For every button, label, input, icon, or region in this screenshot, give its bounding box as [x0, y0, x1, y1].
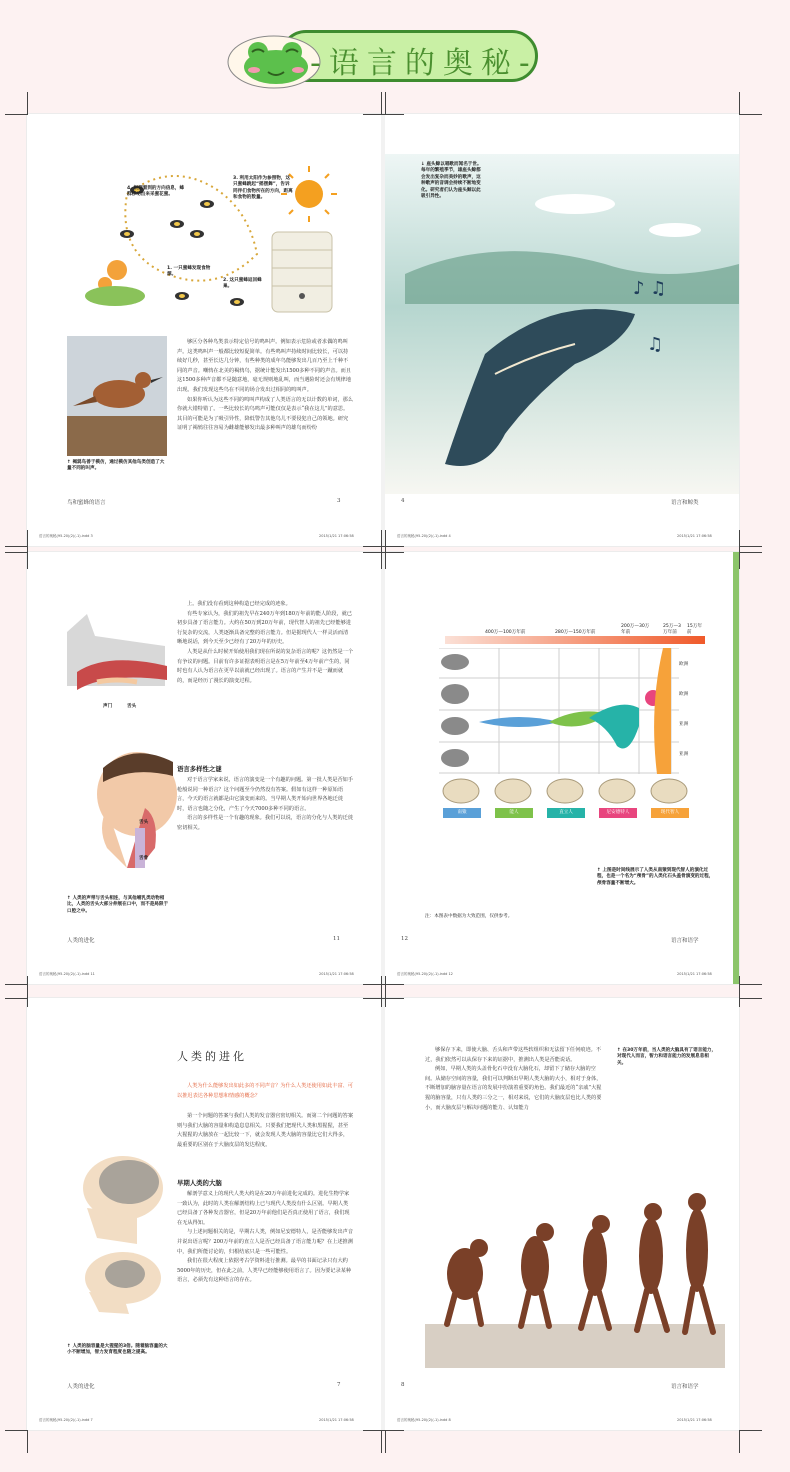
page-8: [385, 998, 739, 1430]
page-number: 8: [401, 1382, 405, 1388]
crop-mark: [739, 976, 762, 999]
body-text: 第一个问题的答案与我们人类的发音器官密切相关。而第二个问题的答案则与我们大脑的容量和构造息息相关。只要我们把现代人类和黑猩猩，甚至大猩猩的大脑放在一起比较一下，就会发现人类大脑的容量比它们大得多，最重要的区别在于大脑皮层的发达程度。: [177, 1113, 354, 1148]
crop-mark: [363, 92, 386, 115]
region-label-3: 亚洲: [679, 722, 689, 727]
page-11: [27, 552, 381, 984]
label-glottis: 声门: [103, 704, 113, 709]
human-head-section-diagram: [67, 748, 177, 868]
running-footer: 语言和鲸类: [671, 500, 699, 506]
label-tongue-2: 舌头: [139, 820, 149, 825]
brain-comparison-illustration: [67, 1148, 167, 1328]
crop-mark: [5, 530, 28, 553]
frog-icon: [224, 22, 324, 90]
bee-label-2: 2. 这只蜜蜂返回蜂巢。: [223, 278, 262, 290]
chart-note: 注：本图表中数据为大致范围，仅供参考。: [425, 914, 513, 919]
crop-mark: [739, 530, 762, 553]
page-number: 3: [337, 498, 341, 504]
species-label: 直立人: [547, 808, 585, 818]
crop-mark: [363, 976, 386, 999]
print-date: 2015/1/21 17:06:58: [677, 1418, 712, 1422]
bee-label-4: 4. 根据看到的方向信息，蜂群移动出来采蜜花蜜。: [127, 186, 185, 198]
page-number: 12: [401, 936, 408, 942]
bee-dance-diagram: [67, 164, 347, 314]
timeline-label-3: 200万—30万年前: [621, 624, 650, 636]
brain-caption: ↑ 人类的脑容量是大猩猩的3倍。随着脑容量的大小不断增加，智力发育程度也随之提高。: [67, 1344, 168, 1356]
svg-text:♫: ♫: [647, 334, 664, 355]
species-label: 南猿: [443, 808, 481, 818]
print-meta: 语言的奥秘(95-20)(2)(-1).indd 11: [39, 972, 95, 976]
running-footer: 人类的进化: [67, 938, 95, 944]
crop-mark: [739, 1430, 762, 1453]
page-3: [27, 114, 381, 546]
page-number: 7: [337, 1382, 341, 1388]
animal-throat-diagram: [67, 612, 167, 702]
human-evolution-illustration: [425, 1174, 725, 1368]
timeline-label-2: 280万—150万年前: [555, 630, 596, 635]
running-footer: 鸟和蜜蜂的语言: [67, 500, 106, 506]
region-label-2: 欧洲: [679, 692, 689, 697]
print-date: 2015/1/21 17:06:58: [319, 1418, 354, 1422]
running-footer: 人类的进化: [67, 1384, 95, 1390]
intro-question: 人类为什么能够发出如此多的不同声音？为什么人类还使用如此丰富、可以推迟表达各种思想和情感的概念？: [177, 1083, 354, 1099]
page-number: 11: [333, 936, 340, 942]
body-text: 上。我们没有看到这种构造已经完成的迹象。 有些专家认为，我们的祖先早在240万年到180万年前的能人阶段，就已初步具备了语言能力。大约在50万到20万年前，现代智人的祖先已经能够进行复杂的交流，人类逐渐具备完整的语言能力。但是据现代人一样灵活而清晰地说话，到今天至少已经有了20万年的历史。 人类是从什么时候开始使用我们现在所说的复杂语言的呢？这仍然是一个有争议的问题。目前有许多证据表明语言是在5万年前至4万年前产生的，同时也有人认为语言在更早以前就已经出现了。语言的产生并不是一蹴而就的，而是经历了漫长的演变过程。: [177, 601, 354, 684]
humpback-whale-illustration: [385, 154, 739, 494]
bee-label-1: 1. 一只蜜蜂发现食物源。: [167, 266, 211, 278]
book-spread-1: [27, 114, 739, 546]
running-footer: 语言和语学: [671, 938, 699, 944]
timeline-label-4: 25万—3万年前: [663, 624, 681, 636]
page-12: [385, 552, 739, 984]
page-4: [385, 114, 739, 546]
human-migration-chart: [439, 648, 679, 774]
print-meta: 语言的奥秘(95-20)(2)(-1).indd 4: [397, 534, 451, 538]
bird-caption: ↑ 褐鸫鸟善于模仿，通过模仿其他鸟类创造了大量不同的叫声。: [67, 460, 165, 472]
title-banner: [236, 22, 542, 90]
species-label: 尼安德特人: [599, 808, 637, 818]
whale-caption: ↓ 座头鲸以唱歌而闻名于世。每年的繁殖季节，雄座头鲸都会发出复杂而美妙的歌声，这种歌声的音调会持续不断地变化。研究者们认为座头鲸以此吸引异性。: [421, 162, 482, 200]
book-spread-2: [27, 552, 739, 984]
print-date: 2015/1/21 17:06:58: [319, 534, 354, 538]
body-text-2: 解剖学意义上的现代人类大约是在20万年前进化完成的。进化生物学家一致认为，此时的人类在解剖结构上已与现代人类没有什么区别。早期人类已经具备了各种发音器官，但是20万年前他们是否真正使用了语言，我们现在无从得知。 与上述问题相关的是，早期古人类，例如尼安德特人，是否能够发出声音并说出语言呢？200万年前的直立人是否已经具备了语言能力呢？在上述推测中，我们所能讨论的，归根结底只是一些可能性。 我们在很大程度上依据考古学资料进行推测。最早的书面记录只有大约5000年的历史，但在此之前，人类早已经能够使用语言了。因为要记录某种语言，必须先有这种语言的存在。: [177, 1191, 354, 1284]
timeline-label-1: 400万—100万年前: [485, 630, 526, 635]
label-hyoid: 舌骨: [139, 856, 149, 861]
region-label-4: 亚洲: [679, 752, 689, 757]
chapter-title: 人类的进化: [177, 1050, 247, 1063]
crop-mark: [363, 1430, 386, 1453]
crop-mark: [363, 530, 386, 553]
print-meta: 语言的奥秘(95-20)(2)(-1).indd 12: [397, 972, 453, 976]
region-label-1: 欧洲: [679, 662, 689, 667]
section-heading: 语言多样性之谜: [177, 765, 222, 773]
body-text: 够保存下来，即使大脑、舌头和声带这些软组织和无法留下任何痕迹。不过，我们依然可以从保存下来的证据中，推测出人类是否能说话。 例如，早期人类的头盖骨化石中没有大脑化石，却留下了储存大脑的空间。从储存空间的容量，我们可以判断出早期人类大脑的大小，相对于身体，不断增加的脑容量在语言的发展中扮演着重要的角色。我们最近的“亲戚”大猩猩的脑容量，只有人类的三分之一，相对来说，它们的大脑皮层也比人类的要小，而大脑皮层与解决问题的能力、认知能力: [425, 1047, 602, 1111]
print-meta: 语言的奥秘(95-20)(2)(-1).indd 3: [39, 534, 93, 538]
print-date: 2015/1/21 17:06:58: [677, 534, 712, 538]
crop-mark: [739, 92, 762, 115]
page-7: [27, 998, 381, 1430]
crop-mark: [5, 92, 28, 115]
print-date: 2015/1/21 17:06:58: [677, 972, 712, 976]
bee-label-3: 3. 利用太阳作为参照物，这只蜜蜂跳起“摇摆舞”，告诉同伴们食物所在的方向，距离和食物的数量。: [233, 176, 293, 201]
thrasher-bird-photo: [67, 336, 167, 456]
crop-mark: [5, 1430, 28, 1453]
print-meta: 语言的奥秘(95-20)(2)(-1).indd 8: [397, 1418, 451, 1422]
timeline-bar: [445, 636, 705, 644]
species-label: 现代智人: [651, 808, 689, 818]
throat-caption: ↑ 人类的声带与舌头相连，与其他哺乳类动物相比，人类的舌头大部分伸展在口中，而不是局限于口腔之中。: [67, 896, 169, 914]
svg-text:♪ ♫: ♪ ♫: [633, 278, 667, 299]
species-label: 能人: [495, 808, 533, 818]
edge-tab: [733, 552, 739, 984]
label-tongue: 舌头: [127, 704, 137, 709]
evolution-caption: ↑ 在30万年前，当人类的大脑具有了语言能力，对现代人而言，智力和语言能力的发展息息相关。: [617, 1048, 717, 1066]
timeline-label-5: 15万年前: [687, 624, 703, 636]
body-text: 够区分各种鸟类表示特定信号的鸣叫声。例如表示危险或者求偶的鸣叫声。这类鸣叫声一般都比较短促简单。有些鸣叫声持续时间比较长，可以持续好几秒，甚至长达几分钟，有些种类的成年鸟能够发出几百乃至上千种不同的声音。嘲鸫在北美的褐鸫鸟，据统计能发出1500多种不同的声音。而且这1500多种声音都不是随意地，毫无规则地乱叫，而当遇险时还会有规律地出现。我们发现这些鸟在不同的场合发出过相同的鸣叫声。 如果你听认为这些不同的鸣叫声构成了人类语言的无以计数的单词，那么你就大错特错了。一些比较长的鸟鸣声可能仅仅是表示“我在这儿”的意思。其目的可能是为了吸引异性，降低警告其他鸟儿不要侵犯自己的领地。研究证明了褐鸫往往容易为雌雄能够发出最多种叫声的雄鸟而纷纷: [177, 339, 354, 432]
print-date: 2015/1/21 17:06:58: [319, 972, 354, 976]
section-heading: 早期人类的大脑: [177, 1179, 222, 1187]
chart-caption: ↑ 上图是时间线展示了人类从南猿到现代智人的演化过程，也是一个名为“颅骨”的人类化石头盖骨演变的过程，颅骨容量不断增大。: [597, 868, 714, 886]
book-spread-3: [27, 998, 739, 1430]
running-footer: 语言和语学: [671, 1384, 699, 1390]
body-text-2: 对于语言学家来说，语言的演变是一个有趣的问题。第一批人类是否如手枪般说同一种语言？这个问题至今仍然没有答案。假如有这样一种原始语言，今天的语言就都是由它演变而来的。当早期人类开始向世界各地迁徙时，语言也随之分化，产生了今天7000多种不同的语言。 语言的多样性是一个有趣的现象。我们可以说，语言的分化与人类的迁徙密切相关。: [177, 777, 354, 831]
skull-row: [439, 776, 699, 806]
banner-title: -语言的奥秘-: [310, 46, 538, 81]
print-meta: 语言的奥秘(95-20)(2)(-1).indd 7: [39, 1418, 93, 1422]
crop-mark: [5, 976, 28, 999]
page-number: 4: [401, 498, 405, 504]
